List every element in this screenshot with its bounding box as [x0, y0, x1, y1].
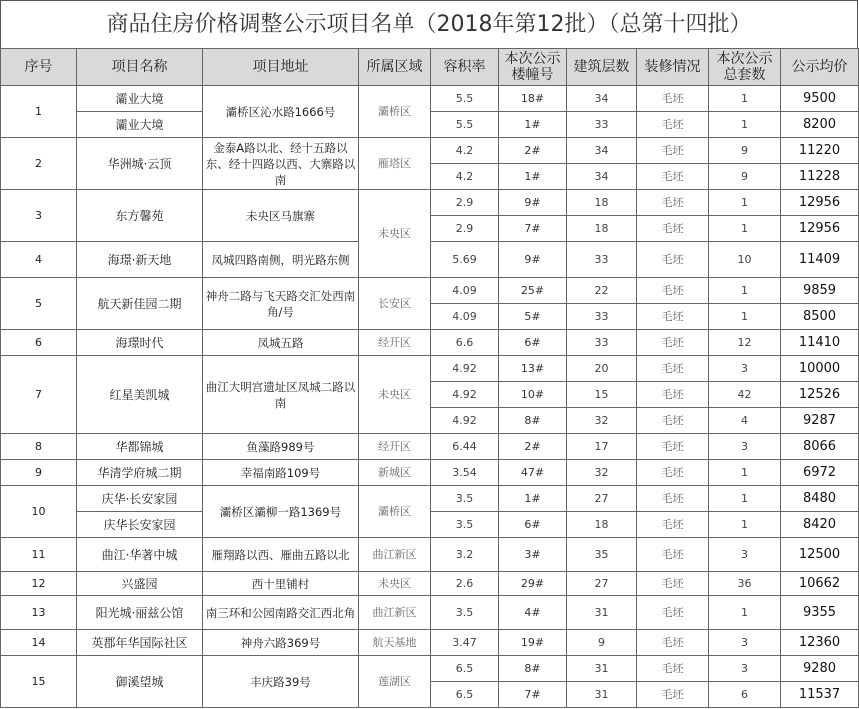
cell-district: 航天基地	[359, 630, 431, 656]
cell-price: 11228	[781, 164, 859, 190]
cell-district: 灞桥区	[359, 486, 431, 538]
cell-floor-area-ratio: 3.47	[431, 630, 499, 656]
cell-decoration: 毛坯	[637, 242, 709, 278]
cell-seq: 9	[1, 460, 77, 486]
cell-floor-area-ratio: 3.54	[431, 460, 499, 486]
cell-address: 金泰A路以北、经十五路以东、经十四路以西、大寨路以南	[203, 138, 359, 190]
cell-price: 9500	[781, 86, 859, 112]
cell-address: 雁翔路以西、雁曲五路以北	[203, 538, 359, 572]
cell-sets: 12	[709, 330, 781, 356]
cell-price: 8066	[781, 434, 859, 460]
cell-decoration: 毛坯	[637, 382, 709, 408]
cell-building-no: 6#	[499, 330, 567, 356]
cell-decoration: 毛坯	[637, 512, 709, 538]
cell-seq: 14	[1, 630, 77, 656]
cell-price: 12500	[781, 538, 859, 572]
header-sets-line1: 本次公示	[716, 51, 773, 67]
cell-floors: 34	[567, 138, 637, 164]
cell-floor-area-ratio: 6.6	[431, 330, 499, 356]
cell-floors: 34	[567, 164, 637, 190]
cell-price: 10000	[781, 356, 859, 382]
cell-sets: 9	[709, 164, 781, 190]
cell-project-name: 庆华·长安家园	[77, 486, 203, 512]
cell-address: 神舟二路与飞天路交汇处西南角/号	[203, 278, 359, 330]
cell-floors: 22	[567, 278, 637, 304]
header-seq: 序号	[1, 49, 77, 86]
cell-floors: 33	[567, 112, 637, 138]
cell-sets: 1	[709, 460, 781, 486]
cell-floor-area-ratio: 4.09	[431, 278, 499, 304]
cell-decoration: 毛坯	[637, 656, 709, 682]
cell-sets: 3	[709, 356, 781, 382]
table-row	[1, 356, 859, 382]
cell-project-name: 航天新佳园二期	[77, 278, 203, 330]
cell-price: 6972	[781, 460, 859, 486]
cell-sets: 9	[709, 138, 781, 164]
cell-floor-area-ratio: 4.2	[431, 164, 499, 190]
cell-project-name: 红星美凯城	[77, 356, 203, 434]
cell-district: 灞桥区	[359, 86, 431, 138]
cell-price: 9287	[781, 408, 859, 434]
header-price: 公示均价	[781, 49, 859, 86]
cell-building-no: 29#	[499, 572, 567, 596]
cell-district: 新城区	[359, 460, 431, 486]
cell-project-name: 庆华长安家园	[77, 512, 203, 538]
cell-decoration: 毛坯	[637, 190, 709, 216]
cell-seq: 8	[1, 434, 77, 460]
cell-price: 11409	[781, 242, 859, 278]
cell-decoration: 毛坯	[637, 408, 709, 434]
table-row	[1, 630, 859, 656]
cell-floors: 32	[567, 408, 637, 434]
cell-floors: 15	[567, 382, 637, 408]
cell-district: 未央区	[359, 356, 431, 434]
cell-floors: 33	[567, 330, 637, 356]
cell-district: 雁塔区	[359, 138, 431, 190]
cell-district: 未央区	[359, 190, 431, 278]
cell-sets: 1	[709, 86, 781, 112]
cell-floors: 33	[567, 242, 637, 278]
cell-district: 经开区	[359, 434, 431, 460]
table-row	[1, 330, 859, 356]
cell-seq: 13	[1, 596, 77, 630]
cell-floors: 31	[567, 682, 637, 708]
cell-decoration: 毛坯	[637, 572, 709, 596]
cell-address: 鱼藻路989号	[203, 434, 359, 460]
table-row	[1, 572, 859, 596]
cell-floor-area-ratio: 3.5	[431, 512, 499, 538]
cell-floor-area-ratio: 4.2	[431, 138, 499, 164]
cell-sets: 1	[709, 112, 781, 138]
cell-seq: 5	[1, 278, 77, 330]
cell-seq: 11	[1, 538, 77, 572]
cell-decoration: 毛坯	[637, 596, 709, 630]
table-row	[1, 278, 859, 304]
table-row	[1, 538, 859, 572]
page-title: 商品住房价格调整公示项目名单（2018年第12批）（总第十四批）	[0, 0, 858, 48]
cell-building-no: 13#	[499, 356, 567, 382]
cell-price: 9280	[781, 656, 859, 682]
cell-building-no: 5#	[499, 304, 567, 330]
cell-sets: 1	[709, 596, 781, 630]
cell-price: 12956	[781, 190, 859, 216]
cell-seq: 10	[1, 486, 77, 538]
cell-building-no: 1#	[499, 164, 567, 190]
cell-decoration: 毛坯	[637, 138, 709, 164]
cell-building-no: 2#	[499, 138, 567, 164]
cell-decoration: 毛坯	[637, 304, 709, 330]
cell-floors: 18	[567, 216, 637, 242]
cell-floors: 27	[567, 486, 637, 512]
cell-floor-area-ratio: 3.5	[431, 596, 499, 630]
cell-seq: 3	[1, 190, 77, 242]
header-sets	[709, 49, 781, 86]
header-building-no	[499, 49, 567, 86]
cell-floor-area-ratio: 6.5	[431, 682, 499, 708]
cell-building-no: 18#	[499, 86, 567, 112]
cell-building-no: 19#	[499, 630, 567, 656]
cell-sets: 42	[709, 382, 781, 408]
cell-seq: 1	[1, 86, 77, 138]
cell-building-no: 1#	[499, 112, 567, 138]
cell-floor-area-ratio: 6.5	[431, 656, 499, 682]
cell-floors: 35	[567, 538, 637, 572]
cell-address: 西十里铺村	[203, 572, 359, 596]
cell-address: 南三环和公园南路交汇西北角	[203, 596, 359, 630]
cell-building-no: 3#	[499, 538, 567, 572]
header-floor-area-ratio: 容积率	[431, 49, 499, 86]
cell-address: 灞桥区沁水路1666号	[203, 86, 359, 138]
cell-sets: 1	[709, 278, 781, 304]
cell-sets: 4	[709, 408, 781, 434]
cell-floor-area-ratio: 6.44	[431, 434, 499, 460]
cell-sets: 10	[709, 242, 781, 278]
table-row	[1, 86, 859, 112]
cell-floors: 17	[567, 434, 637, 460]
cell-district: 莲湖区	[359, 656, 431, 708]
header-address: 项目地址	[203, 49, 359, 86]
cell-floors: 20	[567, 356, 637, 382]
header-floors: 建筑层数	[567, 49, 637, 86]
cell-decoration: 毛坯	[637, 164, 709, 190]
table-row	[1, 138, 859, 164]
cell-address: 幸福南路109号	[203, 460, 359, 486]
cell-building-no: 4#	[499, 596, 567, 630]
cell-project-name: 阳光城·丽兹公馆	[77, 596, 203, 630]
table-header	[1, 49, 859, 86]
cell-sets: 3	[709, 656, 781, 682]
cell-building-no: 25#	[499, 278, 567, 304]
cell-project-name: 兴盛园	[77, 572, 203, 596]
table-row	[1, 656, 859, 682]
cell-floors: 18	[567, 512, 637, 538]
cell-building-no: 47#	[499, 460, 567, 486]
cell-address: 凤城五路	[203, 330, 359, 356]
cell-price: 11410	[781, 330, 859, 356]
cell-decoration: 毛坯	[637, 86, 709, 112]
cell-address: 丰庆路39号	[203, 656, 359, 708]
cell-project-name: 华都锦城	[77, 434, 203, 460]
cell-sets: 3	[709, 538, 781, 572]
cell-seq: 4	[1, 242, 77, 278]
table-row	[1, 190, 859, 216]
header-building-line1: 本次公示	[504, 51, 561, 67]
cell-sets: 6	[709, 682, 781, 708]
price-table	[0, 48, 859, 708]
cell-seq: 12	[1, 572, 77, 596]
header-district: 所属区域	[359, 49, 431, 86]
cell-project-name: 曲江·华著中城	[77, 538, 203, 572]
cell-price: 12956	[781, 216, 859, 242]
cell-floors: 27	[567, 572, 637, 596]
cell-project-name: 东方馨苑	[77, 190, 203, 242]
cell-address: 曲江大明宫遗址区凤城二路以南	[203, 356, 359, 434]
cell-decoration: 毛坯	[637, 630, 709, 656]
cell-sets: 1	[709, 486, 781, 512]
cell-building-no: 9#	[499, 190, 567, 216]
cell-building-no: 8#	[499, 408, 567, 434]
cell-building-no: 1#	[499, 486, 567, 512]
cell-decoration: 毛坯	[637, 434, 709, 460]
cell-district: 未央区	[359, 572, 431, 596]
table-row	[1, 460, 859, 486]
cell-decoration: 毛坯	[637, 356, 709, 382]
cell-seq: 15	[1, 656, 77, 708]
header-building-line2: 楼幢号	[511, 67, 554, 83]
table-body	[1, 86, 859, 708]
cell-address: 神舟六路369号	[203, 630, 359, 656]
cell-sets: 1	[709, 304, 781, 330]
cell-price: 8420	[781, 512, 859, 538]
cell-project-name: 灞业大境	[77, 86, 203, 112]
cell-price: 8500	[781, 304, 859, 330]
cell-building-no: 2#	[499, 434, 567, 460]
cell-address: 灞桥区灞柳一路1369号	[203, 486, 359, 538]
header-sets-line2: 总套数	[723, 67, 766, 83]
cell-district: 长安区	[359, 278, 431, 330]
cell-floor-area-ratio: 4.92	[431, 356, 499, 382]
cell-decoration: 毛坯	[637, 278, 709, 304]
cell-floor-area-ratio: 5.5	[431, 112, 499, 138]
cell-floor-area-ratio: 4.09	[431, 304, 499, 330]
cell-floor-area-ratio: 2.9	[431, 190, 499, 216]
cell-floor-area-ratio: 3.5	[431, 486, 499, 512]
cell-floors: 34	[567, 86, 637, 112]
cell-address: 凤城四路南侧，明光路东侧	[203, 242, 359, 278]
cell-floor-area-ratio: 2.6	[431, 572, 499, 596]
cell-project-name: 灞业大境	[77, 112, 203, 138]
cell-building-no: 7#	[499, 682, 567, 708]
table-row	[1, 434, 859, 460]
cell-price: 12360	[781, 630, 859, 656]
cell-price: 10662	[781, 572, 859, 596]
cell-floor-area-ratio: 2.9	[431, 216, 499, 242]
cell-floors: 18	[567, 190, 637, 216]
cell-floors: 32	[567, 460, 637, 486]
cell-price: 12526	[781, 382, 859, 408]
cell-project-name: 英郡年华国际社区	[77, 630, 203, 656]
header-project-name: 项目名称	[77, 49, 203, 86]
cell-sets: 3	[709, 434, 781, 460]
cell-building-no: 7#	[499, 216, 567, 242]
cell-floors: 33	[567, 304, 637, 330]
cell-decoration: 毛坯	[637, 460, 709, 486]
cell-price: 9355	[781, 596, 859, 630]
cell-project-name: 华洲城·云顶	[77, 138, 203, 190]
cell-seq: 2	[1, 138, 77, 190]
cell-decoration: 毛坯	[637, 682, 709, 708]
cell-project-name: 御溪望城	[77, 656, 203, 708]
cell-building-no: 10#	[499, 382, 567, 408]
cell-project-name: 海璟时代	[77, 330, 203, 356]
header-decoration: 装修情况	[637, 49, 709, 86]
cell-sets: 1	[709, 512, 781, 538]
cell-building-no: 6#	[499, 512, 567, 538]
cell-project-name: 华清学府城二期	[77, 460, 203, 486]
table-row	[1, 486, 859, 512]
cell-district: 经开区	[359, 330, 431, 356]
cell-price: 9859	[781, 278, 859, 304]
cell-floor-area-ratio: 3.2	[431, 538, 499, 572]
cell-district: 曲江新区	[359, 596, 431, 630]
cell-floors: 9	[567, 630, 637, 656]
cell-district: 曲江新区	[359, 538, 431, 572]
cell-decoration: 毛坯	[637, 486, 709, 512]
cell-seq: 6	[1, 330, 77, 356]
cell-floor-area-ratio: 4.92	[431, 382, 499, 408]
cell-floor-area-ratio: 5.69	[431, 242, 499, 278]
cell-floors: 31	[567, 656, 637, 682]
cell-price: 11537	[781, 682, 859, 708]
cell-sets: 1	[709, 216, 781, 242]
cell-price: 8200	[781, 112, 859, 138]
table-row	[1, 596, 859, 630]
cell-decoration: 毛坯	[637, 216, 709, 242]
cell-floors: 31	[567, 596, 637, 630]
cell-seq: 7	[1, 356, 77, 434]
cell-decoration: 毛坯	[637, 112, 709, 138]
cell-sets: 3	[709, 630, 781, 656]
cell-sets: 1	[709, 190, 781, 216]
cell-floor-area-ratio: 5.5	[431, 86, 499, 112]
cell-building-no: 8#	[499, 656, 567, 682]
cell-price: 8480	[781, 486, 859, 512]
cell-floor-area-ratio: 4.92	[431, 408, 499, 434]
cell-address: 未央区马旗寨	[203, 190, 359, 242]
cell-decoration: 毛坯	[637, 330, 709, 356]
cell-decoration: 毛坯	[637, 538, 709, 572]
cell-sets: 36	[709, 572, 781, 596]
cell-building-no: 9#	[499, 242, 567, 278]
cell-project-name: 海璟·新天地	[77, 242, 203, 278]
cell-price: 11220	[781, 138, 859, 164]
